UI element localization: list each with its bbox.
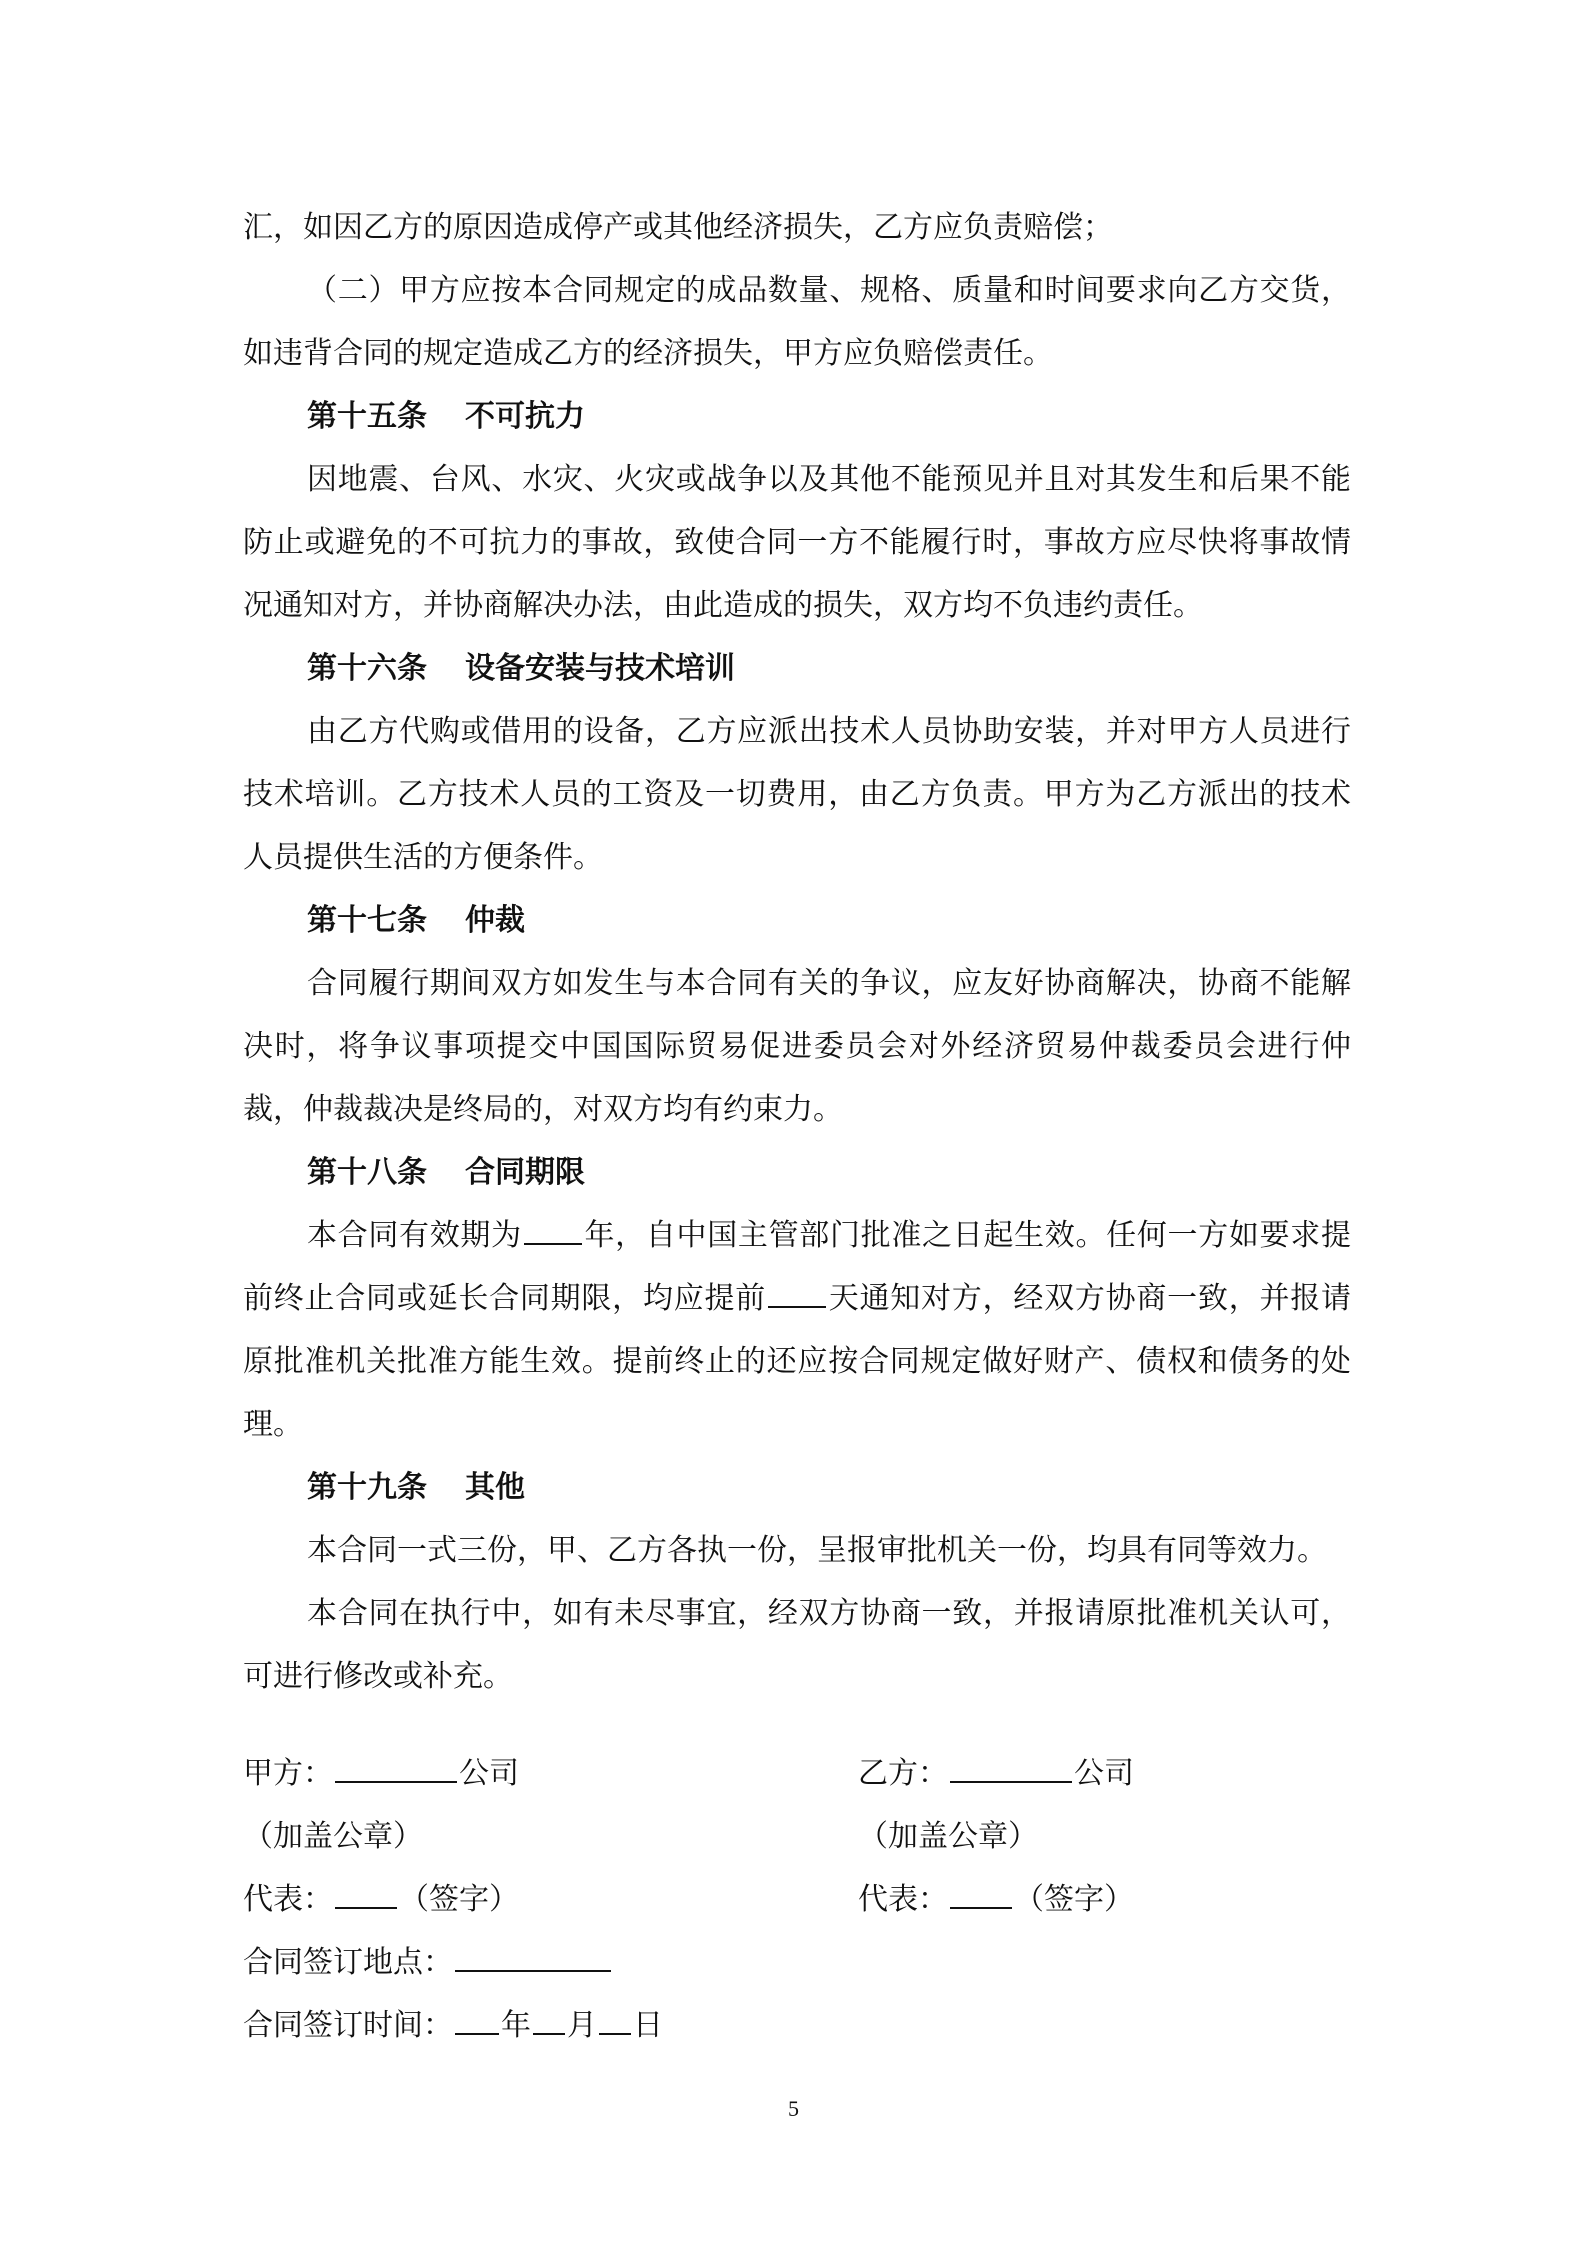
sign-note: （签字） bbox=[399, 1882, 519, 1917]
blank-years bbox=[524, 1215, 582, 1245]
article-title: 合同期限 bbox=[465, 1155, 585, 1190]
place-label: 合同签订地点： bbox=[243, 1945, 453, 1980]
page-number: 5 bbox=[788, 2096, 799, 2121]
party-a-representative bbox=[243, 1868, 858, 1931]
party-a bbox=[243, 1742, 858, 1805]
party-b-label: 乙方： bbox=[858, 1756, 948, 1791]
article-16-heading bbox=[243, 637, 1351, 700]
rep-blank bbox=[950, 1879, 1012, 1909]
article-number: 第十五条 bbox=[307, 399, 427, 434]
company-suffix: 公司 bbox=[1074, 1756, 1134, 1791]
paragraph-continued: 汇，如因乙方的原因造成停产或其他经济损失，乙方应负责赔偿； bbox=[243, 210, 1113, 245]
article-number: 第十七条 bbox=[307, 903, 427, 938]
article-19-text-2: 本合同在执行中，如有未尽事宜，经双方协商一致，并报请原批准机关认可，可进行修改或补充。 bbox=[243, 1596, 1351, 1694]
rep-label: 代表： bbox=[858, 1882, 948, 1917]
article-17-heading bbox=[243, 889, 1351, 952]
blank-days bbox=[768, 1278, 826, 1308]
day-blank bbox=[599, 2005, 631, 2035]
article-19-text-1: 本合同一式三份，甲、乙方各执一份，呈报审批机关一份，均具有同等效力。 bbox=[307, 1533, 1327, 1568]
article-15-text: 因地震、台风、水灾、火灾或战争以及其他不能预见并且对其发生和后果不能防止或避免的不可抗力的事故，致使合同一方不能履行时，事故方应尽快将事故情况通知对方，并协商解决办法，由此造成的损失，双方均不负违约责任。 bbox=[243, 462, 1351, 623]
article-title: 不可抗力 bbox=[465, 399, 585, 434]
article-title: 仲裁 bbox=[465, 903, 525, 938]
signature-block bbox=[243, 1742, 1351, 2057]
article-18-heading bbox=[243, 1141, 1351, 1204]
seal-row bbox=[243, 1805, 1351, 1868]
rep-blank bbox=[335, 1879, 397, 1909]
signing-place-row bbox=[243, 1931, 1351, 1994]
article-number: 第十六条 bbox=[307, 651, 427, 686]
article-19-heading bbox=[243, 1456, 1351, 1519]
party-a-label: 甲方： bbox=[243, 1756, 333, 1791]
month-label: 月 bbox=[567, 2008, 597, 2043]
sign-note: （签字） bbox=[1014, 1882, 1134, 1917]
month-blank bbox=[533, 2005, 565, 2035]
article-18-text bbox=[243, 1204, 1351, 1456]
article-title: 其他 bbox=[465, 1470, 525, 1505]
party-b-seal: （加盖公章） bbox=[858, 1819, 1038, 1854]
article-17-text: 合同履行期间双方如发生与本合同有关的争议，应友好协商解决，协商不能解决时，将争议事项提交中国国际贸易促进委员会对外经济贸易仲裁委员会进行仲裁，仲裁裁决是终局的，对双方均有约束力。 bbox=[243, 966, 1351, 1127]
party-b-representative bbox=[858, 1868, 1134, 1931]
article-18-text-part: 年，自中国主管部门批准之日起生效。任何一方如要求提前终止合同或延长合同期限，均应提前 bbox=[243, 1218, 1351, 1316]
contract-body bbox=[243, 196, 1351, 1708]
company-suffix: 公司 bbox=[459, 1756, 519, 1791]
year-label: 年 bbox=[501, 2008, 531, 2043]
article-number: 第十八条 bbox=[307, 1155, 427, 1190]
article-title: 设备安装与技术培训 bbox=[465, 651, 735, 686]
day-label: 日 bbox=[633, 2008, 663, 2043]
time-label: 合同签订时间： bbox=[243, 2008, 453, 2043]
year-blank bbox=[455, 2005, 499, 2035]
party-a-name-blank bbox=[335, 1753, 457, 1783]
paragraph-clause-2: （二）甲方应按本合同规定的成品数量、规格、质量和时间要求向乙方交货，如违背合同的规定造成乙方的经济损失，甲方应负赔偿责任。 bbox=[243, 273, 1351, 371]
article-16-text: 由乙方代购或借用的设备，乙方应派出技术人员协助安装，并对甲方人员进行技术培训。乙方技术人员的工资及一切费用，由乙方负责。甲方为乙方派出的技术人员提供生活的方便条件。 bbox=[243, 714, 1351, 875]
party-b bbox=[858, 1742, 1134, 1805]
article-number: 第十九条 bbox=[307, 1470, 427, 1505]
rep-label: 代表： bbox=[243, 1882, 333, 1917]
party-a-seal: （加盖公章） bbox=[243, 1819, 423, 1854]
signing-time bbox=[243, 1994, 663, 2057]
article-15-heading bbox=[243, 385, 1351, 448]
party-b-name-blank bbox=[950, 1753, 1072, 1783]
representative-row bbox=[243, 1868, 1351, 1931]
signing-time-row bbox=[243, 1994, 1351, 2057]
place-blank bbox=[455, 1942, 611, 1972]
article-18-text-part: 本合同有效期为 bbox=[307, 1218, 522, 1253]
article-18-text-part: 天通知对方，经双方协商一致，并报请原批准机关批准方能生效。提前终止的还应按合同规定做好财产、债权和债务的处理。 bbox=[243, 1281, 1351, 1442]
signing-place bbox=[243, 1931, 613, 1994]
party-row bbox=[243, 1742, 1351, 1805]
